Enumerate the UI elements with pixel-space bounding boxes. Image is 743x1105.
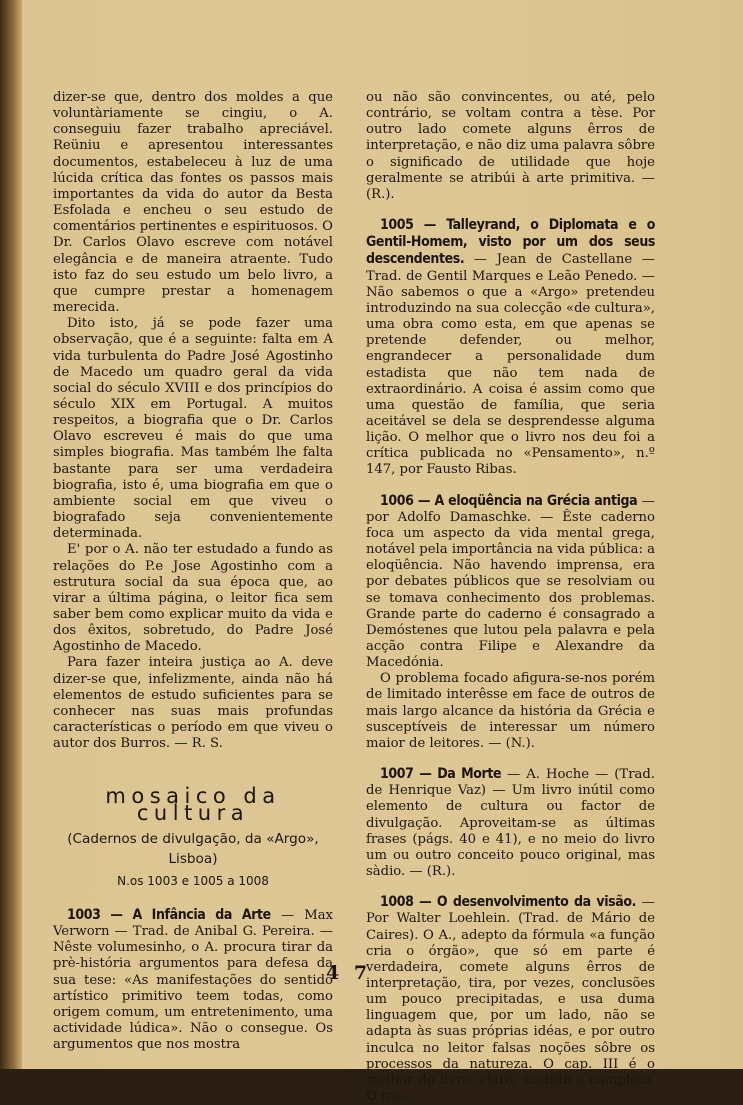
book-binding-edge bbox=[0, 0, 22, 1069]
section-title: mosaico da cultura bbox=[105, 784, 281, 825]
paragraph: O problema focado afigura-se-nos porém de limitado interêsse em face de outros de mais largo alcance da história da Grécia e susceptíveis de interessar um número maior de leitores. — (N.). bbox=[366, 671, 655, 751]
entry-body: — Max Verworn — Trad. de Anibal G. Pereira. — Nêste volumesinho, o A. procura tirar da prè-história argumentos para defesa da sua tese: «As manifestações do sentido artístico primitivo teem todas, como origem comum, um entretenimento, uma actividade lúdica». Não o consegue. Os argumentos que nos mostra bbox=[53, 907, 333, 1053]
paragraph: Dito isto, já se pode fazer uma observação, que é a seguinte: falta em A vida turbulenta do Padre José Agostinho de Macedo um quadro geral da vida social do século XVIII e dos princípios do século XIX em Portugal. A muitos respeitos, a biografia que o Dr. Carlos Olavo escreveu é mais do que uma simples biografia. Mas também lhe falta bastante para ser uma verdadeira biografia, isto é, uma biografia em que o ambiente social em que viveu o biografado seja convenientemente determinada. bbox=[53, 316, 333, 542]
paragraph-continued: ou não são convincentes, ou até, pelo contrário, se voltam contra a tèse. Por outro lado comete alguns êrros de interpretação, e não diz uma palavra sôbre o significado de utilidade que hoje geralmente se atribúi à arte primitiva. — (R.). bbox=[366, 90, 655, 202]
entry-1003 bbox=[53, 907, 333, 1053]
entry-body: — Por Walter Loehlein. (Trad. de Mário de Caires). O A., adepto da fórmula «a função cria o órgão», que só em parte é verdadeira, comete alguns êrros de interpretação, tira, por vezes, conclusões um pouco precipitadas, e usa duma linguagem que, por um lado, não se adapta às suas próprias idéas, e por outro inculca no leitor falsas noções sôbre os processos da natureza. O cap. III é o melhor do livro: claro, sucinto e completo. O tra- bbox=[366, 895, 655, 1105]
entry-1007 bbox=[366, 766, 655, 880]
entry-heading: 1007 — Da Morte bbox=[380, 766, 502, 783]
section-subtitle-place: Lisboa) bbox=[168, 850, 218, 867]
entry-body: — Jean de Castellane — Trad. de Gentil Marques e Leão Penedo. — Não sabemos o que a «Argo» pretendeu introduzindo na sua colecção «de cultura», uma obra como esta, em que apenas se pretende defender, ou melhor, engrandecer a personalidade dum estadista que não tem nada de extraordinário. A coisa é assim como que uma questão de família, que seria aceitável se dela se desprendesse alguma lição. O melhor que o livro nos deu foi a crítica publicada no «Pensamento», n.º 147, por Fausto Ribas. bbox=[366, 252, 655, 478]
paragraph: dizer-se que, dentro dos moldes a que voluntàriamente se cingiu, o A. conseguiu fazer trabalho apreciável. Reüniu e apresentou interessantes documentos, estabeleceu à luz de uma lúcida crítica das fontes os passos mais importantes da vida do autor da Besta Esfolada e encheu o seu estudo de comentários pertinentes e espirituosos. O Dr. Carlos Olavo escreve com notável elegância e de maneira atraente. Tudo isto faz do seu estudo um belo livro, a que cumpre prestar a homenagem merecida. bbox=[53, 90, 333, 316]
entry-heading: 1003 — A Infância da Arte bbox=[67, 906, 271, 923]
entry-heading: 1008 — O desenvolvimento da visão. bbox=[380, 894, 636, 911]
entry-heading: 1005 — Talleyrand, o Diplomata e o Gentil-Homem, visto por um dos seus descendentes. bbox=[366, 217, 655, 268]
entry-heading: 1006 — A eloqüência na Grécia antiga bbox=[380, 492, 638, 509]
page-number: 4 7 bbox=[326, 962, 372, 984]
paragraph: E' por o A. não ter estudado a fundo as relações do P.e Jose Agostinho com a estrutura social da sua época que, ao virar a última página, o leitor fica sem saber bem como explicar muito da vida e dos êxitos, sobretudo, do Padre José Agostinho de Macedo. bbox=[53, 542, 333, 655]
entry-1006 bbox=[366, 493, 655, 672]
left-column bbox=[53, 90, 333, 1053]
entry-1008 bbox=[366, 894, 655, 1105]
paragraph: Para fazer inteira justiça ao A. deve dizer-se que, infelizmente, ainda não há elementos de estudo suficientes para se conhecer nas suas mais profundas características o período em que viveu o autor dos Burros. — R. S. bbox=[53, 655, 333, 752]
section-subtitle: (Cadernos de divulgação, da «Argo», bbox=[67, 830, 319, 847]
section-issue-numbers: N.os 1003 e 1005 a 1008 bbox=[117, 873, 269, 888]
entry-body: — por Adolfo Damaschke. — Êste caderno foca um aspecto da vida mental grega, notável pela importância na vida pública: a eloqüência. Não havendo imprensa, era por debates públicos que se resolviam ou se tomava conhecimento dos problemas. Grande parte do caderno é consagrado a Demóstenes que lutou pela palavra e pela acção contra Filipe e Alexandre da Macedónia. bbox=[366, 493, 655, 671]
entry-1005 bbox=[366, 217, 655, 479]
entry-body: — A. Hoche — (Trad. de Henrique Vaz) — Um livro inútil como elemento de cultura ou factor de divulgação. Aproveitam-se as últimas frases (págs. 40 e 41), e no meio do livro um ou outro conceito pouco original, mas sàdio. — (R.). bbox=[366, 767, 655, 880]
right-column bbox=[366, 90, 655, 1105]
